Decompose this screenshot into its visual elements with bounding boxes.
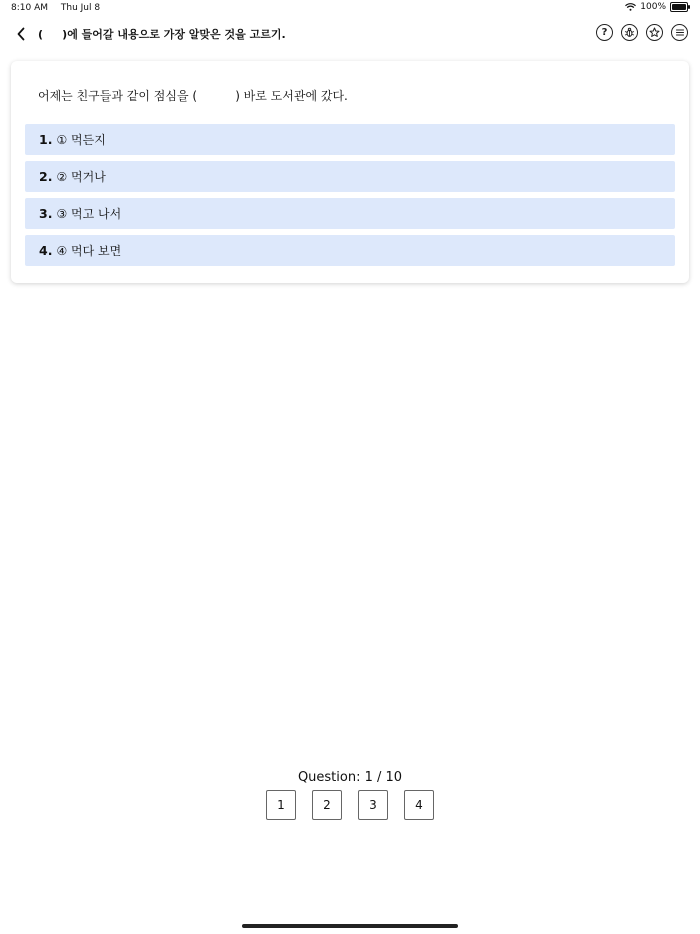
option-label: ② 먹거나 — [56, 170, 106, 184]
bug-icon — [624, 27, 635, 38]
option-number: 2. — [39, 169, 53, 184]
star-icon — [649, 27, 660, 38]
question-counter: Question: 1 / 10 — [297, 770, 403, 785]
home-indicator[interactable] — [242, 924, 458, 928]
battery-percent: 100% — [640, 2, 666, 12]
answer-option-3[interactable] — [25, 198, 675, 229]
status-bar — [0, 0, 700, 16]
status-right — [625, 2, 688, 12]
question-icon: ? — [601, 26, 608, 38]
option-number: 4. — [39, 243, 53, 258]
back-button[interactable] — [11, 23, 31, 45]
chevron-left-icon — [16, 27, 26, 41]
menu-button[interactable] — [671, 24, 688, 41]
answer-option-4[interactable] — [25, 235, 675, 266]
option-label: ① 먹든지 — [56, 133, 106, 147]
page-buttons — [0, 790, 700, 820]
status-time-date — [11, 3, 110, 13]
favorite-button[interactable] — [646, 24, 663, 41]
page-button-4[interactable]: 4 — [404, 790, 434, 820]
option-label: ④ 먹다 보면 — [56, 244, 122, 258]
status-time: 8:10 AM — [11, 3, 48, 13]
page-button-2[interactable]: 2 — [312, 790, 342, 820]
help-button[interactable] — [596, 24, 613, 41]
option-label: ③ 먹고 나서 — [56, 207, 122, 221]
header-actions — [596, 24, 688, 41]
option-number: 1. — [39, 132, 53, 147]
battery-icon — [670, 2, 688, 12]
answer-option-2[interactable] — [25, 161, 675, 192]
report-bug-button[interactable] — [621, 24, 638, 41]
option-number: 3. — [39, 206, 53, 221]
wifi-icon — [625, 3, 636, 11]
question-text: 어제는 친구들과 같이 점심을 ( ) 바로 도서관에 갔다. — [38, 89, 348, 103]
status-date: Thu Jul 8 — [60, 3, 101, 13]
page-button-3[interactable]: 3 — [358, 790, 388, 820]
answer-option-1[interactable] — [25, 124, 675, 155]
menu-icon — [675, 28, 685, 37]
nav-bar — [0, 20, 700, 48]
page-title: ( )에 들어갈 내용으로 가장 알맞은 것을 고르기. — [38, 28, 286, 41]
question-pager — [0, 770, 700, 820]
question-card — [11, 61, 689, 283]
page-button-1[interactable]: 1 — [266, 790, 296, 820]
